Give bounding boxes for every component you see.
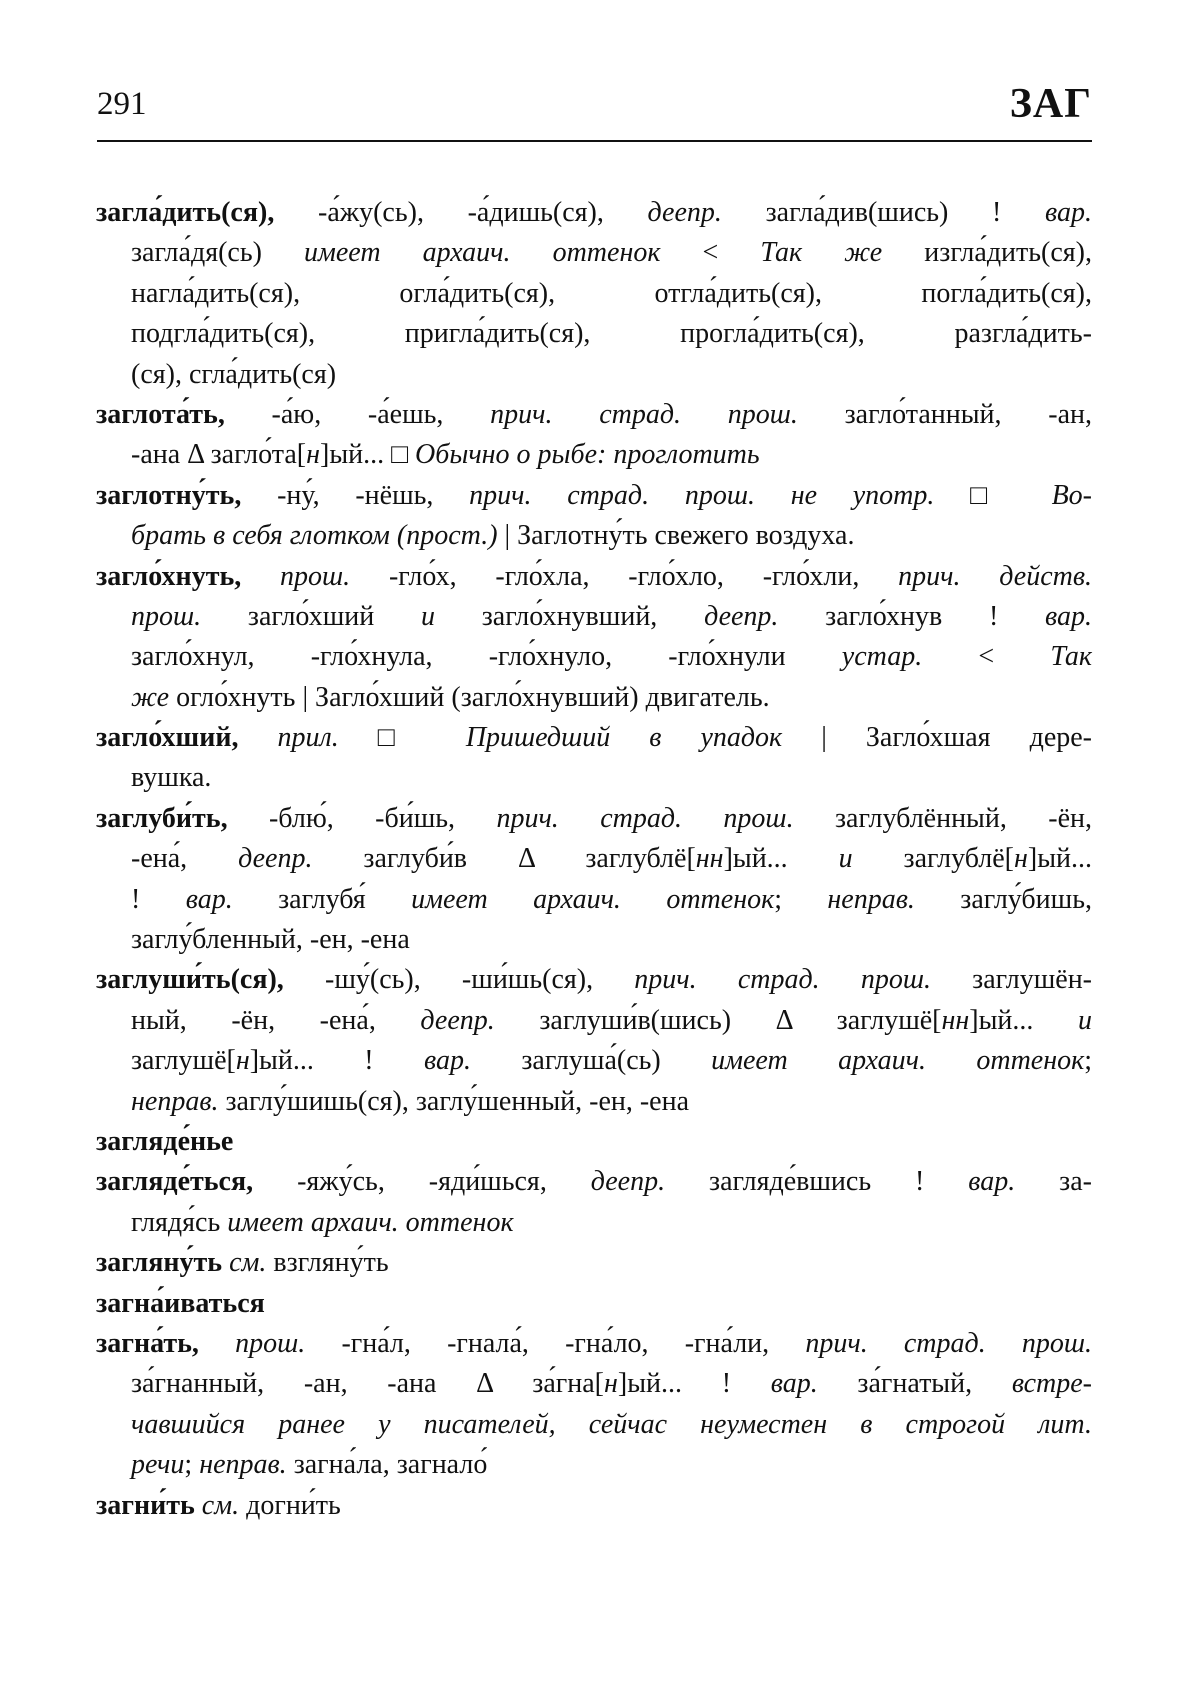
headword: загляде́нье — [96, 1125, 234, 1157]
entry-text: ; — [774, 883, 828, 915]
grammar-label: брать в себя глотком (прост.) — [131, 520, 498, 552]
entry-line — [96, 1122, 1092, 1162]
entry-text: глядя́сь — [131, 1206, 228, 1238]
entry-text: | Заглотну́ть свежего воздуха. — [497, 520, 855, 552]
entry-line — [96, 233, 1092, 273]
grammar-label: Во- — [1051, 479, 1092, 511]
entry-text: ]ый... — [723, 843, 839, 875]
dictionary-entry — [96, 799, 1092, 961]
grammar-label: вар. — [423, 1045, 471, 1077]
entry-line — [96, 960, 1092, 1000]
headword: загла́дить(ся), — [96, 197, 275, 228]
headword: загляде́ться, — [96, 1166, 254, 1198]
grammar-label: Пришедший в упадок — [465, 722, 783, 754]
entry-line — [96, 1324, 1092, 1364]
entry-line — [96, 718, 1092, 758]
entry-text: загло́танный, -ан, — [797, 398, 1092, 430]
grammar-label: прич. страд. прош. — [496, 802, 794, 834]
entry-line — [96, 920, 1092, 960]
entry-text: | Загло́хшая дере- — [782, 722, 1092, 754]
grammar-label: и — [421, 600, 435, 632]
grammar-label: нн — [695, 843, 724, 875]
grammar-label: имеет архаич. оттенок — [304, 237, 661, 269]
entry-text: -а́жу(сь), -а́дишь(ся), — [274, 197, 648, 228]
entry-line — [96, 839, 1092, 879]
grammar-label: Так же — [760, 237, 883, 269]
entry-line — [96, 1162, 1092, 1202]
headword: загло́хнуть, — [96, 560, 242, 592]
dictionary-entry — [96, 193, 1092, 395]
grammar-label: имеет архаич. оттенок — [227, 1206, 514, 1238]
grammar-label: неправ. — [131, 1085, 219, 1117]
entry-text: ; — [1084, 1045, 1092, 1077]
headword: загло́хший, — [96, 722, 239, 754]
entry-line — [96, 758, 1092, 798]
dictionary-entry — [96, 476, 1092, 557]
entry-text: ; — [184, 1449, 200, 1481]
grammar-label: встре- — [1011, 1368, 1092, 1400]
entry-text: заглуша́(сь) — [470, 1045, 712, 1077]
dictionary-entries — [96, 193, 1092, 1526]
grammar-label: вар. — [1045, 197, 1092, 228]
entry-line — [96, 516, 1092, 556]
entry-text: заглушён- — [930, 964, 1092, 996]
headword: заглуби́ть, — [96, 802, 228, 834]
grammar-label: прич. страд. прош. — [634, 964, 931, 996]
entry-text: за́гнатый, — [817, 1368, 1012, 1400]
entry-text: -ена́, — [131, 843, 239, 875]
entry-text: огло́хнуть | Загло́хший (загло́хнувший) двигатель. — [169, 681, 770, 713]
entry-text: за́гнанный, -ан, -ана Δ за́гна[ — [131, 1368, 605, 1400]
headword: загляну́ть — [96, 1247, 223, 1279]
entry-text: -яжу́сь, -яди́шься, — [253, 1166, 591, 1198]
entry-text: заглу́шишь(ся), заглу́шенный, -ен, -ена — [218, 1085, 690, 1117]
dictionary-entry — [96, 960, 1092, 1122]
page-number: 291 — [97, 86, 147, 122]
entry-text: -гло́х, -гло́хла, -гло́хло, -гло́хли, — [350, 560, 899, 592]
grammar-label: имеет архаич. оттенок — [711, 1045, 1085, 1077]
entry-text: загла́дя(сь) — [131, 237, 304, 269]
dictionary-entry — [96, 395, 1092, 476]
grammar-label: нн — [941, 1004, 970, 1036]
grammar-label: речи — [131, 1449, 185, 1481]
grammar-label: прил. — [238, 722, 339, 754]
dictionary-entry — [96, 1243, 1092, 1283]
entry-text: ]ый... ! — [249, 1045, 424, 1077]
grammar-label: вар. — [770, 1368, 818, 1400]
entry-text: заглублённый, -ён, — [793, 802, 1092, 834]
entry-text: ]ый... — [1027, 843, 1093, 875]
entry-text: загло́хнувший, — [435, 600, 705, 632]
entry-text: заглушё[ — [131, 1045, 236, 1077]
grammar-label: Так — [1050, 641, 1092, 673]
grammar-label: прич. страд. прош. не употр. — [469, 479, 935, 511]
entry-line — [96, 193, 1092, 233]
grammar-label: вар. — [968, 1166, 1016, 1198]
grammar-label: деепр. — [590, 1166, 666, 1198]
entry-text: за- — [1015, 1166, 1092, 1198]
grammar-label: прош. — [198, 1327, 306, 1359]
entry-line — [96, 395, 1092, 435]
entry-text: заглуши́в(шись) Δ заглушё[ — [494, 1004, 942, 1036]
headword: загни́ть — [96, 1489, 195, 1521]
entry-text: заглублё[ — [852, 843, 1014, 875]
dictionary-entry — [96, 1162, 1092, 1243]
entry-text: -гна́л, -гнала́, -гна́ло, -гна́ли, — [305, 1327, 806, 1359]
grammar-label: имеет архаич. оттенок — [411, 883, 775, 915]
grammar-label: н — [306, 439, 320, 471]
entry-line — [96, 476, 1092, 516]
entry-line — [96, 1284, 1092, 1324]
entry-text: взгляну́ть — [266, 1247, 389, 1279]
entry-text: загляде́вшись ! — [665, 1166, 969, 1198]
grammar-label: н — [604, 1368, 618, 1400]
entry-line — [96, 1405, 1092, 1445]
grammar-label: неправ. — [199, 1449, 287, 1481]
grammar-label: см. — [194, 1489, 240, 1521]
grammar-label: прош. — [241, 560, 351, 592]
entry-text: загла́див(шись) ! — [721, 197, 1046, 228]
grammar-label: Обычно о рыбе: проглотить — [415, 439, 760, 471]
entry-text: ! — [131, 883, 186, 915]
entry-text: ]ый... — [969, 1004, 1078, 1036]
grammar-label: устар. — [841, 641, 923, 673]
grammar-label: и — [838, 843, 853, 875]
headword: заглотну́ть, — [96, 479, 242, 511]
entry-text: -шу́(сь), -ши́шь(ся), — [283, 964, 635, 996]
grammar-label: прич. страд. прош. — [490, 398, 798, 430]
entry-line — [96, 880, 1092, 920]
entry-line — [96, 678, 1092, 718]
entry-text: -а́ю, -а́ешь, — [224, 398, 491, 430]
grammar-label: деепр. — [647, 197, 722, 228]
entry-line — [96, 1041, 1092, 1081]
entry-text: □ — [934, 479, 1052, 511]
entry-line — [96, 1082, 1092, 1122]
entry-line — [96, 597, 1092, 637]
entry-text: загло́хнув ! — [778, 600, 1046, 632]
entry-text: изгла́дить(ся), — [882, 237, 1093, 269]
entry-text: заглубя́ — [232, 883, 412, 915]
entry-text: □ — [338, 722, 466, 754]
grammar-label: н — [1014, 843, 1028, 875]
grammar-label: вар. — [1045, 600, 1093, 632]
entry-line — [96, 355, 1092, 395]
entry-text: заглу́бленный, -ен, -ена — [131, 924, 410, 956]
grammar-label: неправ. — [827, 883, 915, 915]
entry-text: загло́хнул, -гло́хнула, -гло́хнуло, -гло́хнули — [131, 641, 842, 673]
entry-line — [96, 274, 1092, 314]
entry-line — [96, 1243, 1092, 1283]
grammar-label: вар. — [185, 883, 233, 915]
entry-text: (ся), сгла́дить(ся) — [131, 358, 337, 390]
grammar-label: чавшийся ранее у писателей, сейчас неуместен в строгой лит. — [131, 1408, 1092, 1440]
entry-text: -ну́, -нёшь, — [241, 479, 470, 511]
entry-text: заглу́бишь, — [914, 883, 1092, 915]
grammar-label: прич. страд. прош. — [805, 1327, 1093, 1359]
headword: загна́ть, — [96, 1327, 199, 1359]
dictionary-entry — [96, 1486, 1092, 1526]
grammar-label: деепр. — [420, 1004, 495, 1036]
grammar-label: деепр. — [704, 600, 779, 632]
entry-text: < — [922, 641, 1051, 673]
running-head: ЗАГ — [1009, 81, 1092, 127]
dictionary-entry — [96, 1122, 1092, 1162]
entry-text: нагла́дить(ся), огла́дить(ся), отгла́дить(ся), погла́дить(ся), — [131, 277, 1092, 309]
entry-text: -блю́, -би́шь, — [227, 802, 497, 834]
entry-line — [96, 799, 1092, 839]
entry-text: загло́хший — [201, 600, 421, 632]
dictionary-entry — [96, 718, 1092, 799]
entry-text: вушка. — [131, 762, 212, 794]
entry-text: ]ый... □ — [320, 439, 416, 471]
grammar-label: же — [131, 681, 170, 713]
headword: заглота́ть, — [96, 398, 225, 430]
header-rule — [97, 140, 1092, 142]
grammar-label: деепр. — [238, 843, 313, 875]
headword: заглуши́ть(ся), — [96, 964, 284, 996]
grammar-label: прич. действ. — [898, 560, 1093, 592]
dictionary-entry — [96, 1324, 1092, 1486]
entry-text: догни́ть — [239, 1489, 341, 1521]
entry-line — [96, 435, 1092, 475]
entry-line — [96, 1486, 1092, 1526]
entry-line — [96, 637, 1092, 677]
entry-line — [96, 557, 1092, 597]
entry-text: заглуби́в Δ заглублё[ — [312, 843, 696, 875]
grammar-label: см. — [222, 1247, 267, 1279]
dictionary-entry — [96, 557, 1092, 719]
entry-text: -ана Δ загло́та[ — [131, 439, 307, 471]
entry-line — [96, 1445, 1092, 1485]
grammar-label: н — [235, 1045, 250, 1077]
entry-line — [96, 314, 1092, 354]
entry-text: < — [660, 237, 761, 269]
grammar-label: и — [1078, 1004, 1092, 1036]
entry-line — [96, 1001, 1092, 1041]
entry-text: подгла́дить(ся), пригла́дить(ся), прогла́дить(ся), разгла́дить- — [131, 318, 1092, 350]
headword: загна́иваться — [96, 1287, 265, 1319]
entry-line — [96, 1364, 1092, 1404]
grammar-label: прош. — [131, 600, 202, 632]
dictionary-entry — [96, 1284, 1092, 1324]
entry-text: ный, -ён, -ена́, — [131, 1004, 421, 1036]
entry-line — [96, 1203, 1092, 1243]
entry-text: загна́ла, загнало́ — [286, 1449, 488, 1481]
entry-text: ]ый... ! — [617, 1368, 771, 1400]
